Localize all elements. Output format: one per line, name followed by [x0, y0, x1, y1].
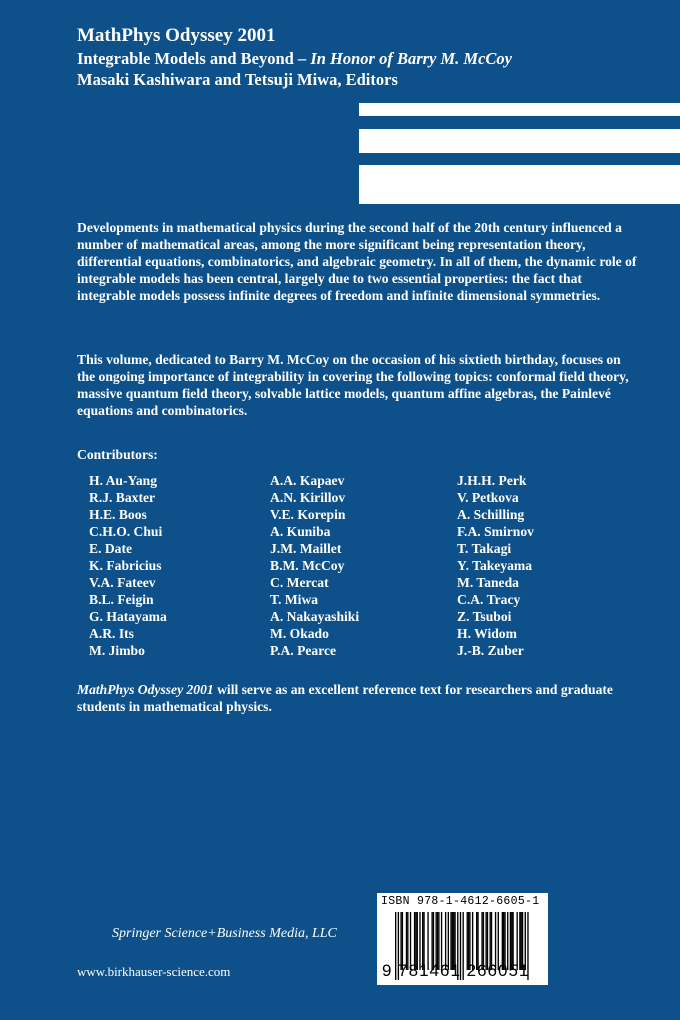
contributor-name: F.A. Smirnov	[457, 524, 534, 539]
contributors-column	[457, 472, 534, 659]
contributor-name: E. Date	[89, 541, 133, 556]
contributor-name: G. Hatayama	[89, 609, 167, 624]
contributor-name: V. Petkova	[457, 490, 519, 505]
contributor-name: K. Fabricius	[89, 558, 162, 573]
contributor-name: A.N. Kirillov	[270, 490, 346, 505]
contributor-name: H. Widom	[457, 626, 517, 641]
contributor-name: J.H.H. Perk	[457, 473, 527, 488]
contributor-name: M. Jimbo	[89, 643, 145, 658]
contributor-name: M. Okado	[270, 626, 329, 641]
subtitle-honor: In Honor of Barry M. McCoy	[310, 49, 513, 68]
contributors-column	[89, 472, 167, 659]
contributor-name: A. Kuniba	[270, 524, 331, 539]
description-paragraph: This volume, dedicated to Barry M. McCoy on the occasion of his sixtieth birthday, focuses on the ongoing importance of integrability in covering the following topics: conformal field theory, massive quantum field theory, solvable lattice models, quantum affine algebras, the Painlevé equations and combinatorics.	[77, 352, 629, 418]
contributor-name: C. Mercat	[270, 575, 329, 590]
decorative-stripe	[359, 165, 680, 204]
closing-text: will serve as an excellent reference text for researchers and graduate students in mathematical physics.	[77, 682, 613, 714]
closing-title: MathPhys Odyssey 2001	[77, 682, 214, 697]
contributor-name: J.M. Maillet	[270, 541, 342, 556]
decorative-stripe	[359, 129, 680, 153]
contributor-name: B.M. McCoy	[270, 558, 345, 573]
contributor-name: B.L. Feigin	[89, 592, 154, 607]
subtitle-main: Integrable Models and Beyond –	[77, 49, 311, 68]
contributor-name: A.A. Kapaev	[270, 473, 345, 488]
contributor-name: J.-B. Zuber	[457, 643, 524, 658]
publisher-name: Springer Science+Business Media, LLC	[112, 926, 337, 941]
contributor-name: A. Nakayashiki	[270, 609, 360, 624]
contributor-name: H. Au-Yang	[89, 473, 157, 488]
contributor-name: C.H.O. Chui	[89, 524, 163, 539]
book-editors: Masaki Kashiwara and Tetsuji Miwa, Editors	[77, 70, 398, 89]
contributor-name: A.R. Its	[89, 626, 134, 641]
isbn-barcode-box	[377, 893, 548, 985]
contributor-name: V.E. Korepin	[270, 507, 346, 522]
contributor-name: Y. Takeyama	[457, 558, 533, 573]
contributor-name: P.A. Pearce	[270, 643, 337, 658]
contributor-name: H.E. Boos	[89, 507, 147, 522]
contributor-name: Z. Tsuboi	[457, 609, 512, 624]
contributor-name: M. Taneda	[457, 575, 519, 590]
publisher-website: www.birkhauser-science.com	[77, 964, 231, 979]
contributors-label: Contributors:	[77, 447, 158, 462]
book-subtitle	[77, 48, 512, 69]
contributor-name: V.A. Fateev	[89, 575, 156, 590]
contributor-name: T. Miwa	[270, 592, 319, 607]
book-title: MathPhys Odyssey 2001	[77, 25, 276, 46]
contributors-column	[270, 472, 359, 659]
contributor-name: A. Schilling	[457, 507, 525, 522]
contributor-name: C.A. Tracy	[457, 592, 521, 607]
contributor-name: R.J. Baxter	[89, 490, 156, 505]
ean-number: 9 781461 266051	[382, 961, 530, 980]
contributor-name: T. Takagi	[457, 541, 512, 556]
closing-paragraph	[77, 681, 637, 715]
cover-header	[77, 24, 512, 90]
description-paragraph: Developments in mathematical physics during the second half of the 20th century influenced a number of mathematical areas, among the more significant being representation theory, differential equations, combinatorics, and algebraic geometry. In all of them, the dynamic role of integrable models has been central, largely due to two essential properties: the fact that integrable models possess infinite degrees of freedom and infinite dimensional symmetries.	[77, 220, 637, 303]
decorative-stripe	[359, 103, 680, 116]
isbn-label: ISBN 978-1-4612-6605-1	[381, 895, 540, 908]
